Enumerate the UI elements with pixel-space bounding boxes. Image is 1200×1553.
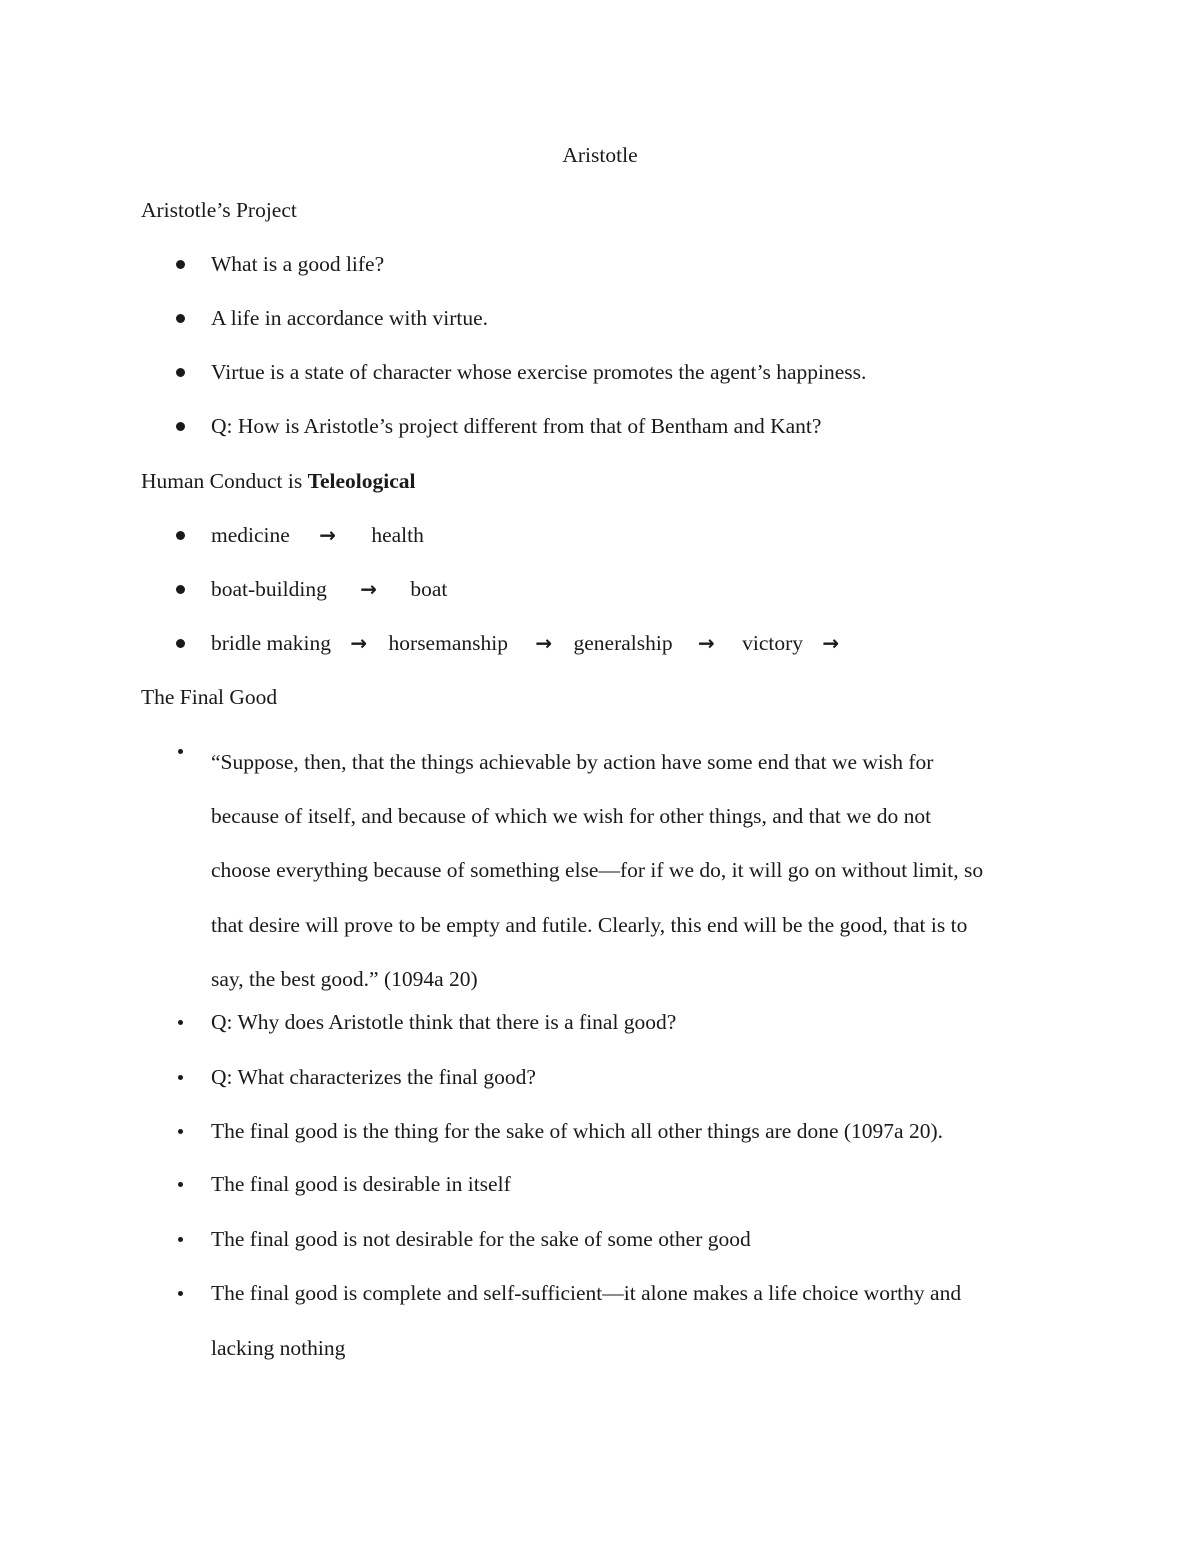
list-item: Q: How is Aristotle’s project different from that of Bentham and Kant? [211, 414, 822, 438]
chain-step: victory [742, 631, 804, 655]
heading-bold-term: Teleological [307, 469, 416, 493]
list-item: The final good is desirable in itself [211, 1172, 511, 1196]
quote-line: because of itself, and because of which we wish for other things, and that we do not [211, 804, 932, 829]
bullet-icon [172, 574, 188, 604]
section-heading-aristotles-project: Aristotle’s Project [141, 198, 297, 222]
bullet-icon [172, 411, 188, 441]
bullet-icon [172, 1007, 188, 1037]
quote-line: “Suppose, then, that the things achievable by action have some end that we wish for [211, 750, 934, 774]
quote-line: say, the best good.” (1094a 20) [211, 966, 478, 991]
right-arrow-icon: → [697, 631, 715, 655]
right-arrow-icon: → [319, 523, 336, 547]
chain-step: health [371, 523, 424, 547]
right-arrow-icon: → [535, 631, 553, 655]
list-item: The final good is the thing for the sake of which all other things are done (1097a 20). [211, 1119, 943, 1143]
right-arrow-icon: → [360, 577, 377, 601]
bullet-icon [172, 1062, 188, 1092]
bullet-icon [172, 1169, 188, 1199]
list-item: Q: What characterizes the final good? [211, 1065, 536, 1089]
bullet-icon [172, 1278, 188, 1308]
quote-line: choose everything because of something else—for if we do, it will go on without limit, so [211, 858, 984, 883]
chain-item [211, 520, 424, 550]
chain-step: bridle making [211, 631, 332, 655]
list-item-continuation: lacking nothing [211, 1336, 346, 1360]
bullet-icon [172, 249, 188, 279]
list-item: Q: Why does Aristotle think that there is a final good? [211, 1010, 677, 1034]
list-item: The final good is not desirable for the sake of some other good [211, 1227, 751, 1251]
bullet-icon [172, 1116, 188, 1146]
quote-line: that desire will prove to be empty and futile. Clearly, this end will be the good, that is to [211, 912, 968, 937]
document-title: Aristotle [562, 143, 638, 167]
list-item: Virtue is a state of character whose exercise promotes the agent’s happiness. [211, 360, 867, 384]
right-arrow-icon: → [350, 631, 368, 655]
list-item: What is a good life? [211, 252, 385, 276]
section-heading-human-conduct [141, 466, 416, 496]
right-arrow-icon: → [822, 631, 840, 655]
chain-step: boat [410, 577, 448, 601]
heading-prefix: Human Conduct is [141, 469, 303, 493]
bullet-icon [172, 357, 188, 387]
bullet-icon [172, 736, 188, 766]
bullet-icon [172, 1224, 188, 1254]
section-heading-final-good: The Final Good [141, 685, 278, 709]
chain-item [211, 628, 839, 658]
aristotle-quote [211, 735, 1071, 1006]
list-item: The final good is complete and self-sufficient—it alone makes a life choice worthy and [211, 1281, 962, 1305]
chain-item [211, 574, 447, 604]
chain-step: horsemanship [388, 631, 508, 655]
list-item: A life in accordance with virtue. [211, 306, 489, 330]
bullet-icon [172, 303, 188, 333]
bullet-icon [172, 628, 188, 658]
bullet-icon [172, 520, 188, 550]
chain-step: generalship [573, 631, 673, 655]
chain-step: medicine [211, 523, 290, 547]
chain-step: boat-building [211, 577, 327, 601]
